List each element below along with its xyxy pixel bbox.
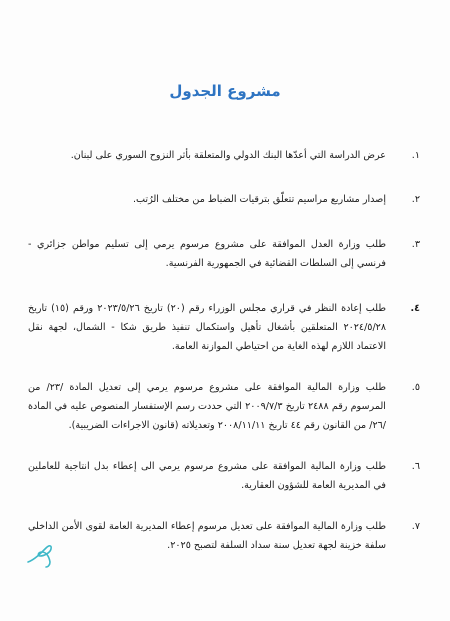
agenda-item-text: طلب وزارة العدل الموافقة على مشروع مرسوم يرمي إلى تسليم مواطن جزائري - فرنسي إلى السلطات القضائية في الجمهورية الفرنسية. [28,239,386,269]
agenda-item-number: ٤. [410,303,420,314]
handwritten-signature-mark [24,540,58,570]
agenda-item-5 [28,378,420,435]
agenda-item-number: ٦. [411,461,420,472]
agenda-item-number: ٥. [411,382,420,393]
document-title: مشروع الجدول [169,82,281,100]
agenda-item-number: ٢. [411,194,420,205]
agenda-item-text: طلب وزارة المالية الموافقة على تعديل مرسوم إعطاء المديرية العامة لقوى الأمن الداخلي سلفة خزينة لجهة تعديل سنة سداد السلفة لتصبح ٢٠٢٥. [28,521,386,551]
agenda-item-number: ٧. [411,521,420,532]
agenda-item-text: طلب وزارة المالية الموافقة على مشروع مرسوم يرمي الى إعطاء بدل انتاجية للعاملين في المديرية العامة للشؤون العقارية. [28,461,386,491]
agenda-item-text: طلب إعادة النظر في قراري مجلس الوزراء رقم (٢٠) تاريخ ٢٠٢٣/٥/٢٦ ورقم (١٥) تاريخ ٢٠٢٤/٥/٢٨ المتعلقين بأشغال تأهيل واستكمال تنفيذ طريق شكا - الشمال، لجهة نقل الاعتماد اللازم لهذه الغاية من احتياطي الموازنة العامة. [28,303,386,352]
agenda-item-3 [28,235,420,273]
agenda-item-4 [28,299,420,356]
agenda-list [28,146,420,555]
agenda-item-number: ٣. [411,239,420,250]
agenda-item-2 [28,190,420,209]
agenda-item-text: طلب وزارة المالية الموافقة على مشروع مرسوم يرمي إلى تعديل المادة /٢٣/ من المرسوم رقم ٢٤٨٨ تاريخ ٢٠٠٩/٧/٣ التي حددت رسم الإستفسار المنصوص عليه في المادة /٢٦/ من القانون رقم ٤٤ تاريخ ٢٠٠٨/١١/١١ وتعديلاته (قانون الاجراءات الضريبية). [28,382,386,431]
agenda-item-text: إصدار مشاريع مراسيم تتعلّق بترقيات الضباط من مختلف الرُتب. [132,194,386,205]
agenda-item-7 [28,517,420,555]
agenda-item-number: ١. [411,150,420,161]
agenda-item-6 [28,457,420,495]
agenda-item-1 [28,146,420,165]
agenda-item-text: عرض الدراسة التي أعدّها البنك الدولي والمتعلقة بأثر النزوح السوري على لبنان. [70,150,386,161]
